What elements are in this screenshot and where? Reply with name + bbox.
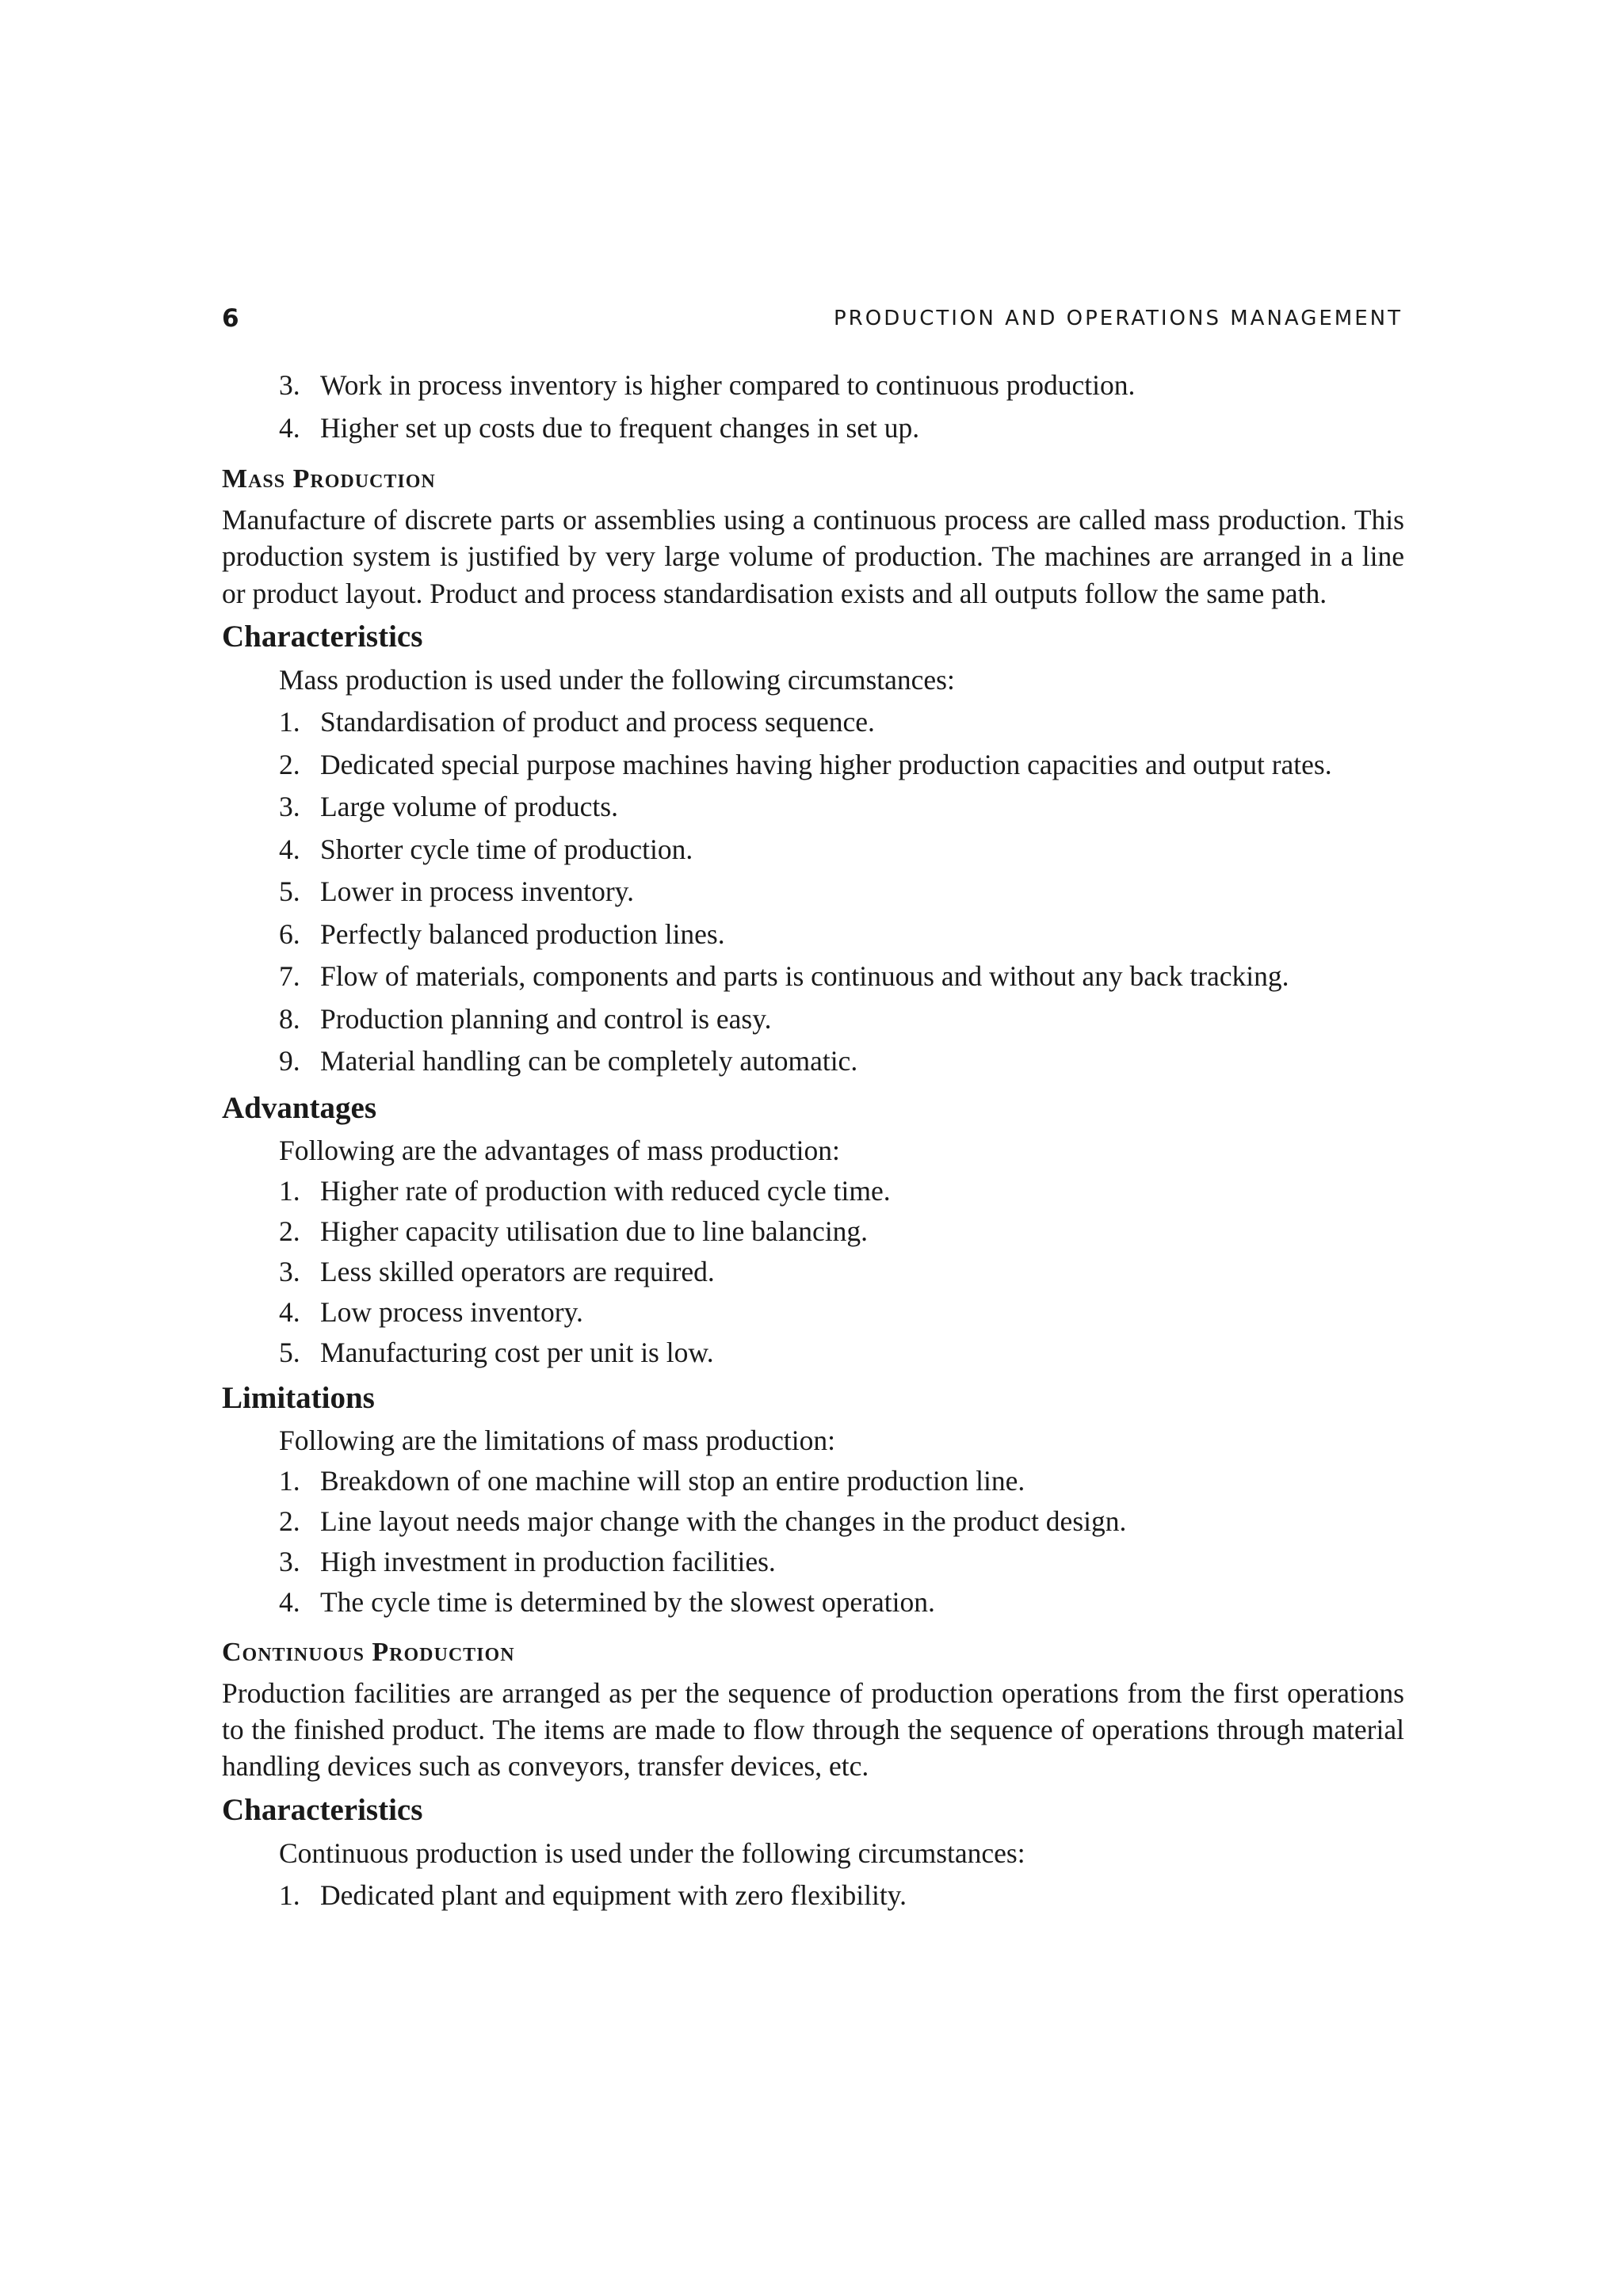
- list-item-text: Line layout needs major change with the changes in the product design.: [320, 1505, 1127, 1537]
- list-item-text: Low process inventory.: [320, 1295, 583, 1328]
- top-list: [222, 364, 1404, 449]
- list-item: [222, 1542, 1404, 1582]
- list-item-number: 3.: [279, 791, 300, 823]
- list-item: [222, 1461, 1404, 1501]
- list-item-text: Dedicated plant and equipment with zero flexibility.: [320, 1879, 907, 1912]
- list-item: [222, 1040, 1404, 1083]
- list-item: [222, 1211, 1404, 1252]
- list-item-text: Shorter cycle time of production.: [320, 833, 693, 865]
- page-content: [222, 364, 1404, 1917]
- section-title-continuous-production: Continuous Production: [222, 1637, 515, 1667]
- list-item: [222, 701, 1404, 744]
- list-item: [222, 871, 1404, 913]
- subheading-characteristics: Characteristics: [222, 1792, 423, 1827]
- subheading-characteristics: Characteristics: [222, 619, 423, 654]
- list-item-text: Breakdown of one machine will stop an entire production line.: [320, 1464, 1025, 1497]
- list-item-number: 3.: [279, 1545, 300, 1577]
- list-item: [222, 955, 1404, 998]
- list-item-number: 2.: [279, 748, 300, 780]
- list-item: [222, 1333, 1404, 1373]
- list-item-text: Manufacturing cost per unit is low.: [320, 1336, 714, 1368]
- section-title-mass-production: Mass Production: [222, 464, 436, 494]
- list-intro: Mass production is used under the following circumstances:: [279, 663, 955, 696]
- list-item-number: 3.: [279, 369, 300, 401]
- list-item-number: 1.: [279, 1174, 300, 1207]
- list-item-number: 7.: [279, 960, 300, 993]
- list-item-text: Higher rate of production with reduced cycle time.: [320, 1174, 891, 1207]
- list-item: [222, 1252, 1404, 1292]
- continuous-production-paragraph: Production facilities are arranged as per the sequence of production operations from the first operations to the finished product. The items are made to flow through the sequence of operations through material handling devices such as conveyors, transfer devices, etc.: [222, 1676, 1404, 1783]
- page-header: [222, 303, 1403, 334]
- page-number: 6: [222, 304, 239, 333]
- list-item: [222, 744, 1404, 787]
- mass-limitations-list: [222, 1421, 1404, 1623]
- list-item-text: Material handling can be completely automatic.: [320, 1045, 858, 1077]
- list-item: [222, 786, 1404, 829]
- list-item: [222, 1501, 1404, 1542]
- list-item-text: High investment in production facilities.: [320, 1545, 776, 1577]
- list-item-number: 3.: [279, 1255, 300, 1287]
- mass-advantages-list: [222, 1131, 1404, 1373]
- list-item: [222, 364, 1404, 407]
- list-item-number: 5.: [279, 1336, 300, 1368]
- list-item-number: 4.: [279, 1585, 300, 1618]
- list-item: [222, 1582, 1404, 1623]
- list-item: [222, 1875, 1404, 1917]
- subheading-limitations: Limitations: [222, 1380, 375, 1415]
- list-intro: Continuous production is used under the following circumstances:: [279, 1836, 1025, 1869]
- running-head: PRODUCTION AND OPERATIONS MANAGEMENT: [833, 307, 1403, 330]
- list-item-text: Less skilled operators are required.: [320, 1255, 715, 1287]
- list-item-text: The cycle time is determined by the slowest operation.: [320, 1585, 935, 1618]
- list-item-number: 9.: [279, 1045, 300, 1077]
- list-item-text: Higher capacity utilisation due to line balancing.: [320, 1215, 869, 1247]
- list-item-text: Perfectly balanced production lines.: [320, 917, 725, 950]
- list-item: [222, 1171, 1404, 1211]
- list-item-text: Standardisation of product and process sequence.: [320, 706, 875, 738]
- list-item-number: 5.: [279, 875, 300, 908]
- list-item-number: 1.: [279, 706, 300, 738]
- subheading-advantages: Advantages: [222, 1090, 377, 1125]
- list-item-number: 2.: [279, 1215, 300, 1247]
- list-item-text: Production planning and control is easy.: [320, 1002, 772, 1035]
- list-item-number: 2.: [279, 1505, 300, 1537]
- list-item: [222, 1292, 1404, 1333]
- list-intro: Following are the limitations of mass production:: [279, 1424, 836, 1456]
- list-item-number: 4.: [279, 411, 300, 444]
- list-item-number: 8.: [279, 1002, 300, 1035]
- list-item-number: 1.: [279, 1464, 300, 1497]
- continuous-characteristics-list: [222, 1833, 1404, 1917]
- list-item-text: Higher set up costs due to frequent changes in set up.: [320, 411, 920, 444]
- mass-production-paragraph: Manufacture of discrete parts or assemblies using a continuous process are called mass production. This production system is justified by very large volume of production. The machines are arranged in a line or product layout. Product and process standardisation exists and all outputs follow the same path.: [222, 504, 1404, 609]
- list-item-text: Dedicated special purpose machines having higher production capacities and output rates.: [320, 748, 1332, 780]
- mass-characteristics-list: [222, 659, 1404, 1083]
- list-item: [222, 407, 1404, 450]
- list-item: [222, 913, 1404, 956]
- list-item-number: 1.: [279, 1879, 300, 1912]
- list-item: [222, 998, 1404, 1041]
- list-item-number: 4.: [279, 833, 300, 865]
- list-item-number: 4.: [279, 1295, 300, 1328]
- list-item-text: Lower in process inventory.: [320, 875, 634, 908]
- list-item-text: Large volume of products.: [320, 791, 618, 823]
- list-item-text: Work in process inventory is higher compared to continuous production.: [320, 369, 1136, 401]
- list-item: [222, 829, 1404, 871]
- list-item-text: Flow of materials, components and parts is continuous and without any back tracking.: [320, 960, 1289, 993]
- list-intro: Following are the advantages of mass production:: [279, 1134, 840, 1166]
- list-item-number: 6.: [279, 917, 300, 950]
